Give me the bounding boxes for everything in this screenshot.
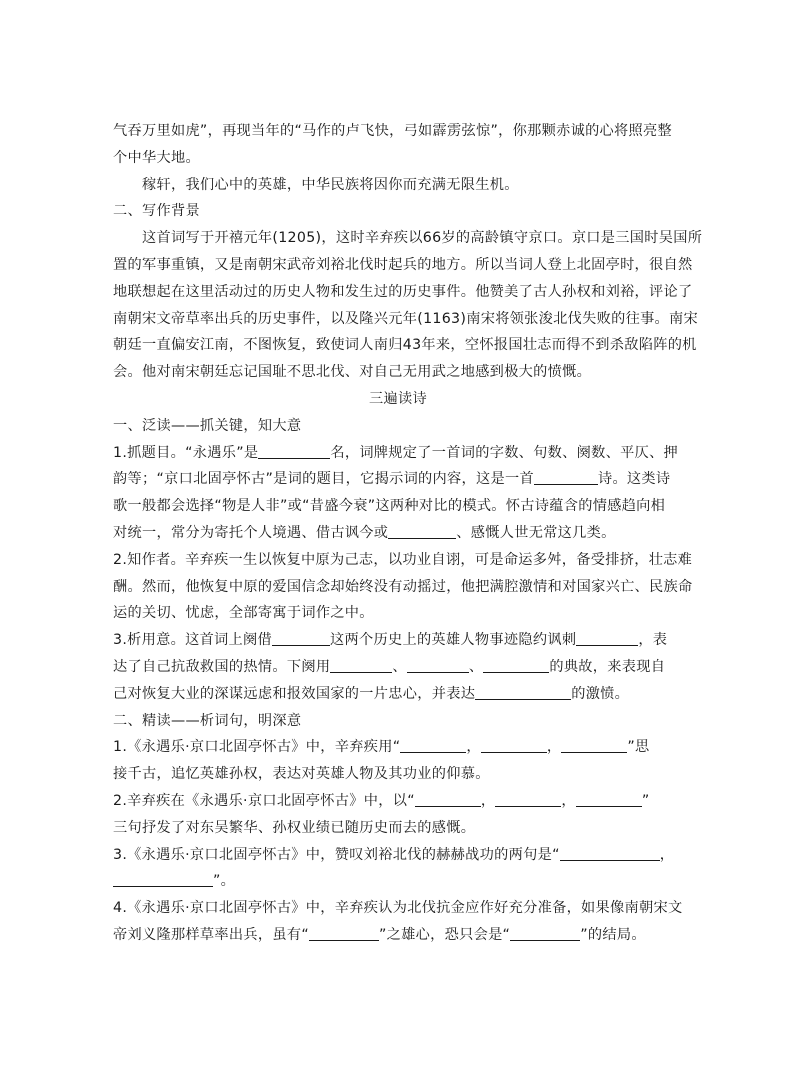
- skim-q2-line: 酬。然而，他恢复中原的爱国信念却始终没有动摇过，他把满腔激情和对国家兴亡、民族命: [113, 578, 693, 595]
- background-line: 地联想起在这里活动过的历史人物和发生过的历史事件。他赞美了古人孙权和刘裕，评论了: [113, 283, 693, 300]
- section-heading-background: 二、写作背景: [113, 203, 200, 220]
- close-q2-line: 2.辛弃疾在《永遇乐·京口北固亭怀古》中，以“ ， ， ”: [113, 792, 650, 809]
- close-q3-line: 3.《永遇乐·京口北固亭怀古》中，赞叹刘裕北伐的赫赫战功的两句是“ ，: [113, 846, 675, 863]
- page-content: [113, 118, 703, 949]
- close-q2-line: 三句抒发了对东吴繁华、孙权业绩已随历史而去的感慨。: [113, 819, 476, 836]
- close-q4-line: 帝刘义隆那样草率出兵，虽有“ ”之雄心，恐只会是“ ”的结局。: [113, 926, 646, 943]
- skim-q1-line: 对统一，常分为寄托个人境遇、借古讽今或 、感慨人世无常这几类。: [113, 524, 616, 541]
- close-q3-line: ”。: [113, 868, 683, 895]
- close-q4-line: 4.《永遇乐·京口北固亭怀古》中，辛弃疾认为北伐抗金应作好充分准备，如果像南朝宋文: [113, 900, 683, 917]
- essay-line: 个中华大地。: [113, 149, 200, 166]
- background-line: 会。他对南宋朝廷忘记国耻不思北伐、对自己无用武之地感到极大的愤慨。: [113, 364, 592, 381]
- skim-q3-line: 达了自己抗敌救国的热情。下阕用 、 、 的典故，来表现自: [113, 658, 666, 675]
- background-line: 这首词写于开禧元年(1205)，这时辛弃疾以66岁的高龄镇守京口。京口是三国时吴国所: [142, 230, 703, 247]
- answer-blank[interactable]: [415, 792, 481, 807]
- answer-blank[interactable]: [576, 631, 638, 646]
- answer-blank[interactable]: [258, 444, 330, 459]
- skim-q1-line: 歌一般都会选择“物是人非”或“昔盛今衰”这两种对比的模式。怀古诗蕴含的情感趋向相: [113, 498, 666, 515]
- answer-blank[interactable]: [481, 738, 547, 753]
- heading-close-reading: 二、精读——析词句，明深意: [113, 712, 302, 729]
- answer-blank[interactable]: [510, 926, 580, 941]
- answer-blank[interactable]: [561, 738, 627, 753]
- answer-blank[interactable]: [560, 846, 660, 861]
- heading-skim-reading: 一、泛读——抓关键，知大意: [113, 417, 302, 434]
- answer-blank[interactable]: [400, 738, 466, 753]
- answer-blank[interactable]: [113, 872, 213, 887]
- skim-q2-line: 2.知作者。辛弃疾一生以恢复中原为己志，以功业自诩，可是命运多舛，备受排挤，壮志难: [113, 551, 693, 568]
- skim-q2-line: 运的关切、忧虑，全部寄寓于词作之中。: [113, 605, 374, 622]
- answer-blank[interactable]: [576, 792, 642, 807]
- skim-q1-line: 韵等；“京口北固亭怀古”是词的题目，它揭示词的内容，这是一首 诗。这类诗: [113, 471, 671, 488]
- close-q1-line: 1.《永遇乐·京口北固亭怀古》中，辛弃疾用“ ， ， ”思: [113, 739, 650, 756]
- essay-line: 气吞万里如虎”，再现当年的“马作的卢飞快，弓如霹雳弦惊”，你那颗赤诚的心将照亮整: [113, 123, 672, 139]
- answer-blank[interactable]: [534, 470, 598, 485]
- answer-blank[interactable]: [495, 792, 561, 807]
- answer-blank[interactable]: [407, 658, 469, 673]
- essay-closing: 稼轩，我们心中的英雄，中华民族将因你而充满无限生机。: [142, 176, 519, 193]
- skim-q3-line: 己对恢复大业的深谋远虑和报效国家的一片忠心，并表达 的激愤。: [113, 685, 630, 702]
- background-line: 朝廷一直偏安江南，不图恢复，致使词人南归43年来，空怀报国壮志而得不到杀敌陷阵的机: [113, 337, 697, 354]
- answer-blank[interactable]: [483, 658, 549, 673]
- answer-blank[interactable]: [475, 685, 571, 700]
- background-line: 置的军事重镇，又是南朝宋武帝刘裕北伐时起兵的地方。所以当词人登上北固亭时，很自然: [113, 256, 693, 273]
- answer-blank[interactable]: [309, 926, 379, 941]
- answer-blank[interactable]: [388, 524, 456, 539]
- answer-blank[interactable]: [330, 658, 392, 673]
- close-q1-line: 接千古，追忆英雄孙权，表达对英雄人物及其功业的仰慕。: [113, 766, 490, 783]
- background-line: 南朝宋文帝草率出兵的历史事件，以及隆兴元年(1163)南宋将领张浚北伐失败的往事。南宋: [113, 310, 699, 327]
- skim-q3-line: 3.析用意。这首词上阕借 这两个历史上的英雄人物事迹隐约讽刺 ，表: [113, 632, 668, 649]
- skim-q1-line: 1.抓题目。“永遇乐”是 名，词牌规定了一首词的字数、句数、阕数、平仄、押: [113, 444, 679, 461]
- section-title-three-readings: 三遍读诗: [369, 390, 427, 407]
- answer-blank[interactable]: [272, 631, 330, 646]
